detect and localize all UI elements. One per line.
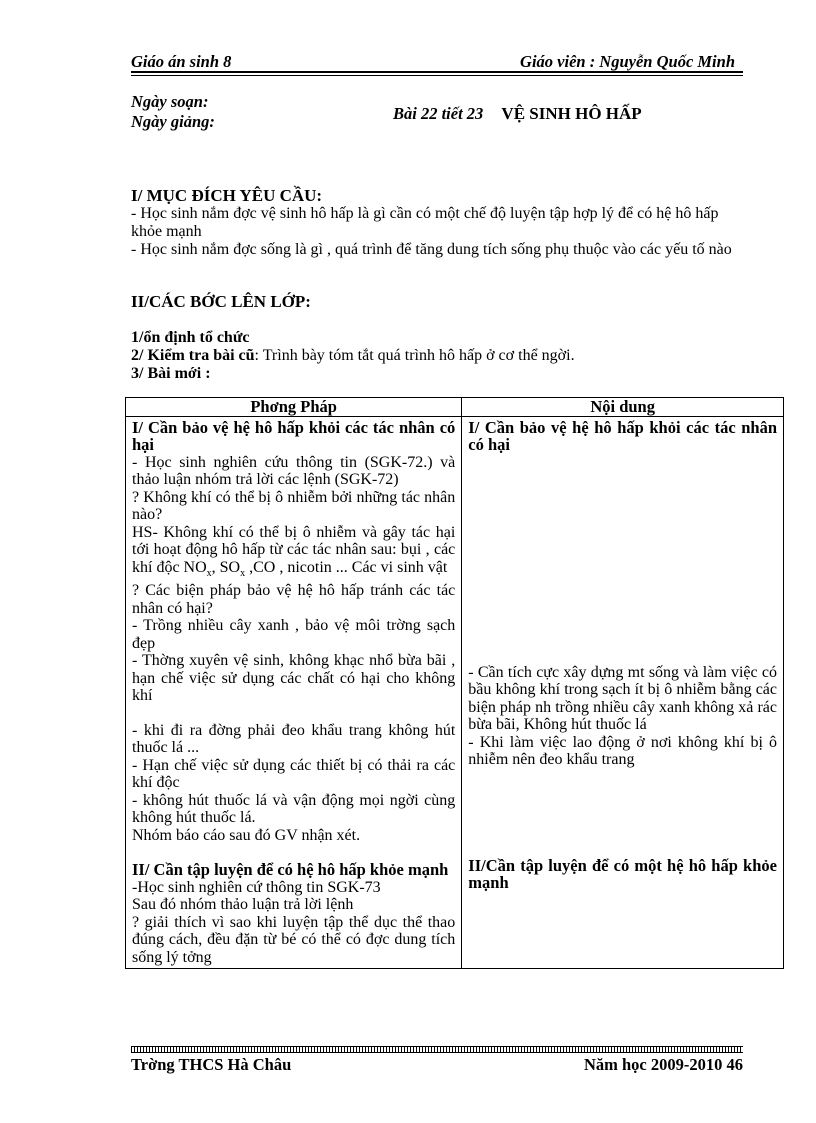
method-text: - khi đi ra đờng phải đeo khẩu trang không hút thuốc lá ... (132, 721, 456, 757)
date-prepared: Ngày soạn: (131, 92, 209, 111)
subscript: x (240, 567, 246, 579)
method-heading-1: I/ Cần bảo vệ hệ hô hấp khỏi các tác nhân có hại (132, 417, 456, 454)
method-text-part: ,CO , nicotin ... Các vi sinh vật (245, 558, 448, 576)
header-method: Phơng Pháp (126, 398, 462, 417)
page-footer (131, 1055, 743, 1077)
method-text: -Học sinh nghiên cứ thông tin SGK-73 (132, 878, 381, 896)
method-text: - Thờng xuyên vệ sinh, không khạc nhổ bừa bãi , hạn chế việc sử dụng các chất có hại cho không khí (132, 652, 456, 705)
header-content: Nội dung (462, 398, 784, 417)
step-1: 1/ổn định tổ chức (131, 329, 250, 346)
date-taught: Ngày giảng: (131, 112, 215, 131)
content-heading-1: I/ Cần bảo vệ hệ hô hấp khỏi các tác nhân có hại (468, 417, 777, 454)
method-text: Sau đó nhóm thảo luận trả lời lệnh (132, 896, 354, 914)
lesson-title: VỆ SINH HÔ HẤP (501, 104, 642, 123)
objective-2: - Học sinh nắm đợc sống là gì , quá trình để tăng dung tích sống phụ thuộc vào các yếu tố nào (131, 241, 732, 258)
lesson-heading (393, 104, 642, 124)
section-steps (131, 293, 751, 383)
method-column (126, 416, 462, 969)
method-text-part: , SO (211, 558, 241, 576)
footer-school: Trờng THCS Hà Châu (131, 1055, 292, 1074)
table-header-row (126, 398, 784, 417)
header-rule-thin (131, 75, 743, 76)
step-2 (131, 347, 751, 365)
content-column (462, 416, 784, 969)
step-3: 3/ Bài mới : (131, 365, 211, 382)
method-text-part: HS- Không khí có thể bị ô nhiễm và gây tác hại tới hoạt động hô hấp từ các tác nhân sau: bụi , các khí độc NO (132, 523, 456, 576)
method-heading-2: II/ Cần tập luyện để có hệ hô hấp khỏe mạnh (132, 860, 449, 880)
table-body-row (126, 416, 784, 969)
content-heading-2: II/Cần tập luyện để có một hệ hô hấp khỏe mạnh (468, 855, 777, 892)
method-text: - Học sinh nghiên cứu thông tin (SGK-72.) và thảo luận nhóm trả lời các lệnh (SGK-72) (132, 453, 456, 488)
lesson-table (125, 397, 784, 969)
header-rule (131, 71, 743, 73)
method-text (132, 524, 455, 583)
method-text: Nhóm báo cáo sau đó GV nhận xét. (132, 826, 361, 844)
footer-rule (131, 1046, 743, 1053)
method-text: - không hút thuốc lá và vận động mọi ngời cùng không hút thuốc lá. (132, 791, 456, 827)
section-objectives (131, 187, 731, 259)
header-teacher: Giáo viên : Nguyễn Quốc Minh (520, 52, 735, 71)
footer-year-page: Năm học 2009-2010 46 (583, 1055, 743, 1074)
objective-1: - Học sinh nắm đợc vệ sinh hô hấp là gì cần có một chế độ luyện tập hợp lý để có hệ hô hấp khỏe mạnh (131, 205, 719, 240)
lesson-number: Bài 22 tiết 23 (393, 104, 484, 123)
method-text: ? giải thích vì sao khi luyện tập thể dục thể thao đúng cách, đều đặn từ bé có thể có đợc dung tích sống lý tởng (132, 913, 456, 966)
objectives-title: I/ MỤC ĐÍCH YÊU CẦU: (131, 186, 323, 205)
step-2-text: : Trình bày tóm tắt quá trình hô hấp ở cơ thể ngời. (254, 347, 575, 364)
content-text: - Cần tích cực xây dựng mt sống và làm việc có bầu không khí trong sạch ít bị ô nhiễm bằng các biện pháp nh trồng nhiều cây xanh không xả rác bừa bãi, Không hút thuốc lá (468, 663, 777, 733)
lesson-dates (131, 92, 215, 132)
method-text: - Hạn chế việc sử dụng các thiết bị có thải ra các khí độc (132, 756, 456, 792)
steps-title: II/CÁC BỚC LÊN LỚP: (131, 292, 311, 311)
step-2-label: 2/ Kiểm tra bài cũ (131, 347, 255, 364)
header-subject: Giáo án sinh 8 (131, 52, 232, 71)
method-text: ? Các biện pháp bảo vệ hệ hô hấp tránh các tác nhân có hại? (132, 582, 456, 617)
subscript: x (206, 567, 212, 579)
content-text: - Khi làm việc lao động ở nơi không khí bị ô nhiễm nên đeo khẩu trang (468, 733, 777, 768)
method-text: - Trồng nhiều cây xanh , bảo vệ môi trờng sạch đẹp (132, 617, 456, 652)
method-text: ? Không khí có thể bị ô nhiễm bởi những tác nhân nào? (132, 488, 456, 523)
